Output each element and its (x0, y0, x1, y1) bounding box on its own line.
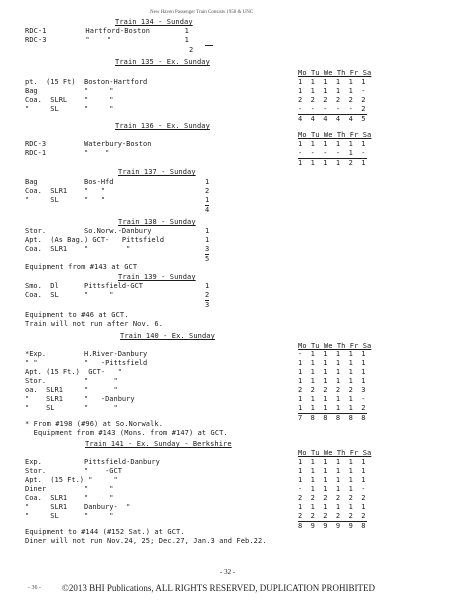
t140-row (25, 386, 367, 395)
row-values: 2 (205, 187, 210, 195)
train-134-line-1: RDC-1 Hartford-Boston 1 (25, 27, 189, 35)
row-values: 1 1 1 1 1 1 (298, 458, 366, 466)
row-label: Coa. SLRL " " (25, 96, 114, 104)
row-values: 2 (205, 291, 210, 299)
train-139-note-1: Equipment to #46 at GCT. (25, 311, 129, 319)
row-label: Stor. So.Norw.-Danbury (25, 227, 152, 235)
row-values: 1 1 1 1 1 1 (298, 78, 366, 86)
row-label: Coa. SLR1 " " (25, 187, 106, 195)
t140-row (25, 368, 367, 377)
row-label: RDC-1 " " (25, 149, 110, 157)
t136-row (25, 149, 367, 158)
t140-row (25, 377, 367, 386)
train-140-title: Train 140 - Ex. Sunday (120, 332, 215, 340)
row-label: Exp. Pittsfield-Danbury (25, 458, 160, 466)
train-134-line-2: RDC-3 " " 1 (25, 36, 189, 44)
t140-row (25, 404, 367, 413)
t135-row (25, 87, 367, 96)
t140-total: 7 8 8 8 8 8 (298, 414, 366, 422)
train-138-note: Equipment from #143 at GCT (25, 263, 138, 271)
t137-row (25, 178, 209, 187)
row-values: - - - - 1 - (298, 149, 366, 157)
row-label: RDC-3 Waterbury-Boston (25, 140, 152, 148)
row-label: Coa. SLR1 " " (25, 494, 114, 502)
row-label: oa. SLR1 " " (25, 386, 118, 394)
row-values: 1 1 1 1 1 1 (298, 476, 366, 484)
train-138-rows (25, 227, 209, 264)
row-values: 1 1 1 1 1 - (298, 395, 366, 403)
train-136-days: Mo Tu We Th Fr Sa (298, 131, 372, 139)
t135-row (25, 105, 367, 114)
row-values: 1 (205, 178, 210, 186)
train-134-total: 2 (25, 46, 194, 54)
row-values: 1 (205, 196, 210, 204)
t139-row (25, 291, 209, 300)
row-label: Stor. " -GCT (25, 467, 122, 475)
train-141-days: Mo Tu We Th Fr Sa (298, 449, 372, 457)
row-label: " SL " " (25, 105, 114, 113)
row-label: pt. (15 Ft) Boston-Hartford (25, 78, 148, 86)
row-values: 1 (205, 282, 210, 290)
train-137-title: Train 137 - Sunday (118, 168, 196, 176)
train-138-title: Train 138 - Sunday (118, 218, 196, 226)
row-values: - 1 1 1 1 1 (298, 350, 366, 358)
t139-row (25, 282, 209, 291)
row-label: Apt. (As Bag.) GCT- Pittsfield (25, 236, 165, 244)
t135-total: 4 4 4 4 4 5 (298, 115, 366, 123)
t140-row (25, 359, 367, 368)
row-values: 2 2 2 2 2 2 (298, 96, 366, 104)
row-label: " SL " " (25, 404, 118, 412)
train-136-rows (25, 140, 367, 168)
t137-row (25, 187, 209, 196)
row-label: " SL " " (25, 196, 106, 204)
t136-row (25, 140, 367, 149)
t141-total: 8 9 9 9 9 8 (298, 522, 366, 530)
row-label: Stor. " " (25, 377, 118, 385)
row-values: 2 2 2 2 2 2 (298, 512, 366, 520)
row-label: Coa. SL " " (25, 291, 114, 299)
train-139-title: Train 139 - Sunday (118, 273, 196, 281)
t141-row (25, 458, 367, 467)
t140-row (25, 395, 367, 404)
train-140-rows (25, 350, 367, 423)
train-137-rows (25, 178, 209, 215)
t141-row (25, 485, 367, 494)
row-label: Apt. (15 Ft.) " " (25, 476, 118, 484)
train-139-note-2: Train will not run after Nov. 6. (25, 320, 164, 328)
train-141-note-2: Diner will not run Nov.24, 25; Dec.27, Jan.3 and Feb.22. (25, 537, 267, 545)
row-label: *Exp. H.River-Danbury (25, 350, 148, 358)
t140-row (25, 350, 367, 359)
t141-row (25, 467, 367, 476)
train-140-note-1: * From #198 (#96) at So.Norwalk. (25, 420, 164, 428)
row-label: Smo. Dl Pittsfield-GCT (25, 282, 144, 290)
row-label: Diner " " (25, 485, 114, 493)
train-134-title: Train 134 - Sunday (115, 18, 193, 26)
row-label: " SLR1 " -Danbury (25, 395, 135, 403)
t138-row (25, 236, 209, 245)
t136-total: 1 1 1 1 2 1 (298, 159, 366, 167)
train-136-title: Train 136 - Ex. Sunday (115, 122, 210, 130)
row-label: " SL " " (25, 512, 114, 520)
t141-row (25, 512, 367, 521)
page-header: New Haven Passenger Train Consists 1958 & UNC (150, 10, 254, 15)
row-values: 1 1 1 1 1 1 (298, 359, 366, 367)
row-values: 1 1 1 1 1 1 (298, 377, 366, 385)
row-values: - 1 1 1 1 - (298, 485, 366, 493)
t141-row (25, 476, 367, 485)
t137-row (25, 196, 209, 205)
train-135-rows (25, 78, 367, 124)
train-141-title: Train 141 - Ex. Sunday - Berkshire (85, 440, 232, 448)
row-label: Coa. SLR1 " " (25, 245, 131, 253)
row-values: 1 1 1 1 1 1 (298, 368, 366, 376)
row-values: 1 1 1 1 1 1 (298, 140, 366, 148)
train-140-note-2: Equipment from #143 (Mons. from #147) at GCT. (25, 429, 228, 437)
train-140-days: Mo Tu We Th Fr Sa (298, 342, 372, 350)
t135-row (25, 78, 367, 87)
row-label: " SLR1 Danbury- " (25, 503, 131, 511)
copyright-notice: ©2013 BHI Publications, ALL RIGHTS RESERVED, DUPLICATION PROHIBITED (62, 583, 376, 593)
row-label: Bag Bos-Hfd (25, 178, 114, 186)
row-values: 2 2 2 2 2 3 (298, 386, 366, 394)
row-values: 1 1 1 1 1 1 (298, 467, 366, 475)
t138-row (25, 245, 209, 254)
t137-total: 4 (205, 206, 210, 214)
train-141-rows (25, 458, 367, 531)
row-values: 2 2 2 2 2 2 (298, 494, 366, 502)
page-number: - 32 - (220, 568, 236, 576)
t141-row (25, 503, 367, 512)
row-values: 1 (205, 236, 210, 244)
row-label: Apt. (15 Ft.) GCT- " (25, 368, 122, 376)
row-values: 3 (205, 245, 210, 253)
train-135-days: Mo Tu We Th Fr Sa (298, 69, 372, 77)
row-values: 1 1 1 1 1 1 (298, 503, 366, 511)
t139-total: 3 (205, 301, 210, 309)
t138-total: 5 (205, 255, 210, 263)
row-label: Bag " " (25, 87, 114, 95)
train-135-title: Train 135 - Ex. Sunday (115, 58, 210, 66)
train-141-note-1: Equipment to #144 (#152 Sat.) at GCT. (25, 528, 185, 536)
t141-row (25, 494, 367, 503)
row-values: 1 (205, 227, 210, 235)
row-values: 1 1 1 1 1 2 (298, 404, 366, 412)
t135-row (25, 96, 367, 105)
t138-row (25, 227, 209, 236)
book-page-number: - 36 - (28, 585, 41, 591)
row-label: " " " -Pittsfield (25, 359, 148, 367)
row-values: - - - - - 2 (298, 105, 366, 113)
train-139-rows (25, 282, 209, 310)
row-values: 1 1 1 1 1 - (298, 87, 366, 95)
